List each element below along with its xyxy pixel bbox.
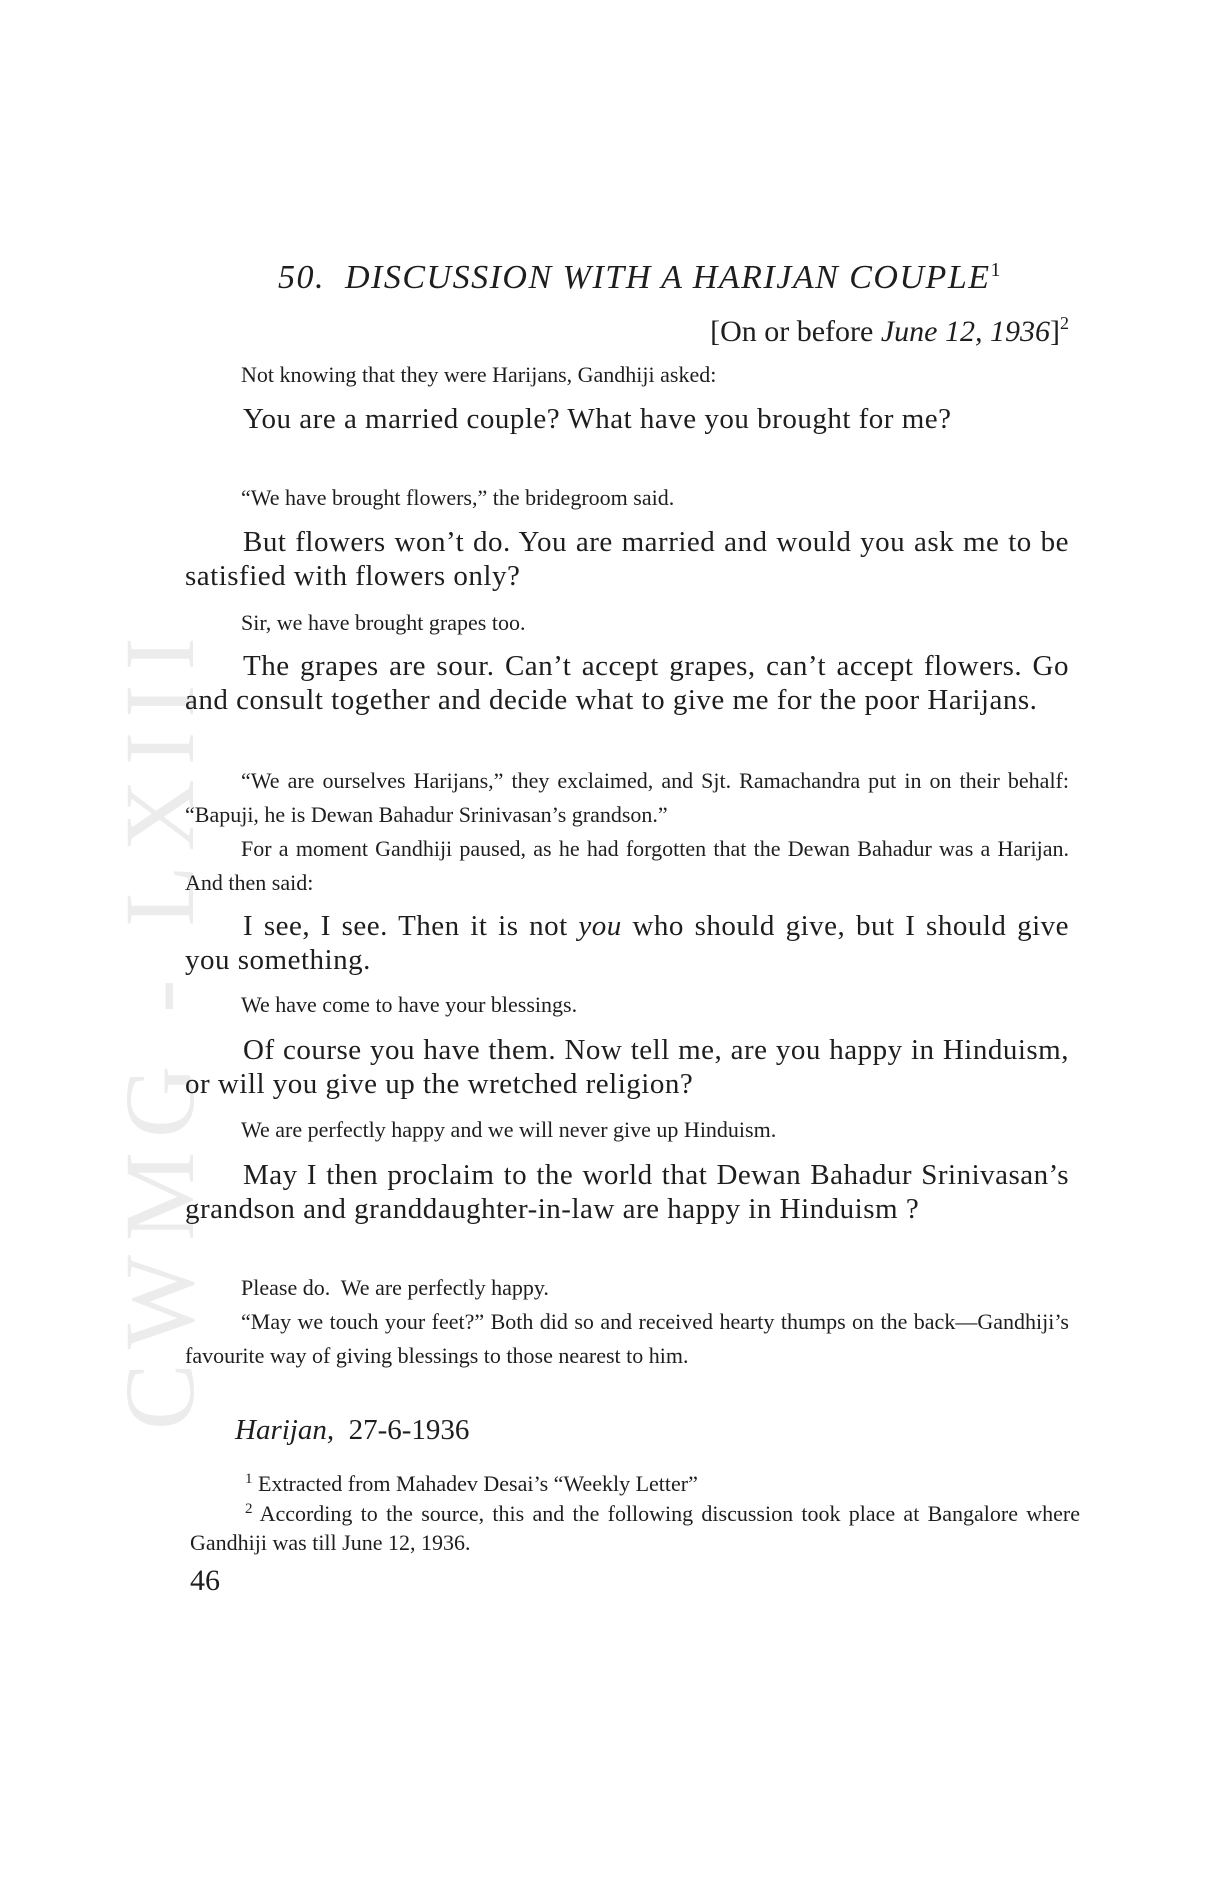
paragraph-text (185, 909, 1069, 977)
paragraph-blessings (185, 988, 1069, 1022)
footnote-1 (190, 1465, 1080, 1498)
paragraph-perfectly-happy (185, 1113, 1069, 1147)
paragraph-intro (185, 358, 1069, 392)
footnote-ref: 1 (245, 1471, 253, 1487)
paragraph-text: We have come to have your blessings. (241, 992, 578, 1017)
paragraph-grapes-sour (185, 649, 1069, 717)
paragraph-text: Please do. We are perfectly happy. (241, 1275, 549, 1300)
paragraph-grapes-reply (185, 606, 1069, 640)
dateline-date: June 12, 1936 (880, 315, 1050, 348)
source-publication: Harijan, (235, 1414, 335, 1446)
watermark: CWMG - LXIII (104, 623, 215, 1430)
paragraph-text: Of course you have them. Now tell me, are you happy in Hinduism, or will you give up the wretched religion? (185, 1034, 1069, 1100)
paragraph-hinduism-question (185, 1033, 1069, 1101)
paragraph-harijans (185, 764, 1069, 832)
paragraph-text: But flowers won’t do. You are married and would you ask me to be satisfied with flowers only? (185, 526, 1069, 592)
section-title (278, 250, 1078, 298)
paragraph-text: The grapes are sour. Can’t accept grapes, can’t accept flowers. Go and consult together and decide what to give me for the poor Harijans. (185, 650, 1069, 716)
paragraph-text: “We are ourselves Harijans,” they exclaimed, and Sjt. Ramachandra put in on their behalf: “Bapuji, he is Dewan Bahadur Srinivasan’s grandson.” (185, 768, 1069, 827)
dateline (710, 305, 1069, 350)
dateline-footnote-ref: 2 (1060, 313, 1069, 333)
paragraph-gandhi-paused (185, 832, 1069, 900)
footnote-ref: 2 (245, 1501, 253, 1517)
paragraph-text: “May we touch your feet?” Both did so and received hearty thumps on the back—Gandhiji’s favourite way of giving blessings to those nearest to him. (185, 1309, 1069, 1368)
paragraph-i-see (185, 909, 1069, 977)
title-footnote-ref: 1 (990, 259, 1001, 281)
source-date: 27-6-1936 (348, 1414, 470, 1446)
paragraph-please-do (185, 1271, 1069, 1305)
title-number: 50. (278, 259, 325, 296)
paragraph-text: We are perfectly happy and we will never give up Hinduism. (241, 1117, 777, 1142)
footnote-text: According to the source, this and the following discussion took place at Bangalore where Gandhiji was till June 12, 1936. (190, 1501, 1080, 1555)
dateline-prefix: [On or before (710, 315, 881, 348)
paragraph-proclaim (185, 1158, 1069, 1226)
paragraph-text: Sir, we have brought grapes too. (241, 610, 526, 635)
page-number: 46 (190, 1564, 220, 1597)
paragraph-gandhi-question (185, 402, 1069, 436)
paragraph-text: “We have brought flowers,” the bridegroom said. (241, 485, 675, 510)
text-run: who should give, but I should give you something. (185, 910, 1070, 976)
paragraph-flowers (185, 525, 1069, 593)
paragraph-text: For a moment Gandhiji paused, as he had forgotten that the Dewan Bahadur was a Harijan. And then said: (185, 836, 1069, 895)
footnote-2 (190, 1495, 1080, 1557)
title-text: DISCUSSION WITH A HARIJAN COUPLE (345, 259, 991, 296)
text-run: I see, I see. Then it is not (243, 910, 579, 942)
footnote-text: Extracted from Mahadev Desai’s “Weekly Letter” (258, 1471, 698, 1496)
emphasis-you: you (578, 910, 622, 942)
dateline-suffix: ] (1050, 315, 1060, 348)
paragraph-text: You are a married couple? What have you brought for me? (243, 403, 952, 435)
paragraph-touch-feet (185, 1305, 1069, 1373)
paragraph-text: Not knowing that they were Harijans, Gandhiji asked: (241, 362, 717, 387)
paragraph-text: May I then proclaim to the world that Dewan Bahadur Srinivasan’s grandson and granddaughter-in-law are happy in Hinduism ? (185, 1159, 1069, 1225)
paragraph-bridegroom (185, 481, 1069, 515)
source-citation (235, 1412, 469, 1448)
